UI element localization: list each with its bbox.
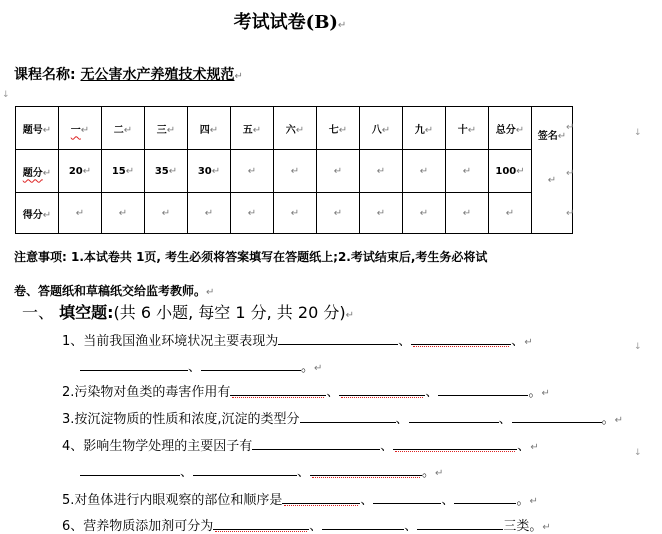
question-text: 5.对鱼体进行内眼观察的部位和顺序是 — [62, 493, 283, 508]
answer-blank[interactable] — [300, 408, 396, 423]
total-score-cell: 100↵ — [489, 150, 532, 193]
header-cell: 题号↵ — [16, 107, 59, 150]
got-cell[interactable]: ↵ — [360, 193, 403, 234]
score-cell: ↵ — [274, 150, 317, 193]
section-title: 填空题: — [59, 303, 114, 322]
question-4-cont: 、 、 。↵ — [80, 461, 443, 480]
answer-blank[interactable] — [278, 330, 398, 345]
margin-mark: ↓ — [634, 448, 642, 458]
got-cell[interactable]: ↵ — [274, 193, 317, 234]
answer-blank[interactable] — [409, 408, 499, 423]
question-1: 1、当前我国渔业环境状况主要表现为 、 、↵ — [62, 330, 533, 349]
answer-blank[interactable] — [193, 461, 297, 476]
course-name: 无公害水产养殖技术规范 — [80, 67, 235, 83]
margin-mark: ↓ — [2, 90, 10, 100]
answer-blank[interactable] — [213, 515, 309, 530]
row-end-mark: ↵ — [566, 208, 575, 219]
question-text: 6、营养物质添加剂可分为 — [62, 519, 214, 534]
score-cell: ↵ — [231, 150, 274, 193]
table-row-score — [16, 150, 573, 193]
got-cell[interactable]: ↵ — [59, 193, 102, 234]
answer-blank[interactable] — [252, 435, 380, 450]
question-text: 3.按沉淀物质的性质和浓度,沉淀的类型分 — [62, 412, 300, 427]
answer-blank[interactable] — [80, 356, 188, 371]
margin-mark: ↓ — [634, 128, 642, 138]
question-6: 6、营养物质添加剂可分为 、 、 三类。↵ — [62, 515, 551, 534]
header-cell: 三↵ — [145, 107, 188, 150]
answer-blank[interactable] — [310, 461, 422, 476]
got-cell[interactable]: ↵ — [145, 193, 188, 234]
got-cell[interactable]: ↵ — [317, 193, 360, 234]
paragraph-mark: ↵ — [234, 71, 243, 82]
table-row-got — [16, 193, 573, 234]
answer-blank[interactable] — [322, 515, 404, 530]
score-cell: 20↵ — [59, 150, 102, 193]
answer-blank[interactable] — [339, 381, 425, 396]
header-cell: 六↵ — [274, 107, 317, 150]
got-cell[interactable]: ↵ — [188, 193, 231, 234]
question-4: 4、影响生物学处理的主要因子有 、 、↵ — [62, 435, 539, 454]
answer-blank[interactable] — [201, 356, 301, 371]
header-cell: 八↵ — [360, 107, 403, 150]
question-text: 2.污染物对鱼类的毒害作用有 — [62, 385, 231, 400]
score-cell: 15↵ — [102, 150, 145, 193]
answer-blank[interactable] — [230, 381, 326, 396]
score-cell: 30↵ — [188, 150, 231, 193]
exam-title — [0, 8, 580, 34]
score-cell: ↵ — [317, 150, 360, 193]
got-cell[interactable]: ↵ — [102, 193, 145, 234]
score-table — [15, 106, 573, 234]
header-cell: 五↵ — [231, 107, 274, 150]
header-cell: 总分↵ — [489, 107, 532, 150]
course-label: 课程名称: — [14, 67, 76, 83]
header-cell: 九↵ — [403, 107, 446, 150]
notice-block: 注意事项: 1.本试卷共 1页, 考生必须将答案填写在答题纸上;2.考试结束后,考生务必将试 卷、答题纸和草稿纸交给监考教师。↵ — [14, 250, 488, 298]
section-number: 一、 — [22, 303, 55, 322]
row-end-mark: ↵ — [566, 122, 575, 133]
answer-blank[interactable] — [411, 330, 511, 345]
got-cell[interactable]: ↵ — [489, 193, 532, 234]
notice-line-2: 卷、答题纸和草稿纸交给监考教师。 — [14, 284, 207, 298]
answer-blank[interactable] — [373, 489, 441, 504]
course-line — [14, 64, 243, 84]
section-detail: (共 6 小题, 每空 1 分, 共 20 分) — [113, 303, 346, 322]
answer-blank[interactable] — [282, 489, 360, 504]
question-text: 4、影响生物学处理的主要因子有 — [62, 439, 253, 454]
got-cell[interactable]: ↵ — [403, 193, 446, 234]
question-text: 1、当前我国渔业环境状况主要表现为 — [62, 334, 279, 349]
margin-mark: ↓ — [634, 342, 642, 352]
score-cell: ↵ — [446, 150, 489, 193]
answer-blank[interactable] — [512, 408, 602, 423]
row-label: 得分↵ — [16, 193, 59, 234]
score-cell: 35↵ — [145, 150, 188, 193]
answer-blank[interactable] — [80, 461, 180, 476]
got-cell[interactable]: ↵ — [446, 193, 489, 234]
score-cell: ↵ — [403, 150, 446, 193]
question-5: 5.对鱼体进行内眼观察的部位和顺序是 、 、 。↵ — [62, 489, 538, 508]
answer-blank[interactable] — [454, 489, 516, 504]
question-1-cont: 、 。↵ — [80, 356, 322, 375]
row-end-mark: ↵ — [566, 168, 575, 179]
answer-blank[interactable] — [438, 381, 528, 396]
header-cell: 十↵ — [446, 107, 489, 150]
sign-cell: 签名↵ ↵ — [532, 107, 573, 234]
section-heading: 一、 填空题:(共 6 小题, 每空 1 分, 共 20 分)↵ — [22, 303, 354, 322]
score-cell: ↵ — [360, 150, 403, 193]
header-cell: 七↵ — [317, 107, 360, 150]
header-cell: 一↵ — [59, 107, 102, 150]
answer-blank[interactable] — [393, 435, 517, 450]
question-2: 2.污染物对鱼类的毒害作用有 、 、 。↵ — [62, 381, 550, 400]
notice-line-1: 注意事项: 1.本试卷共 1页, 考生必须将答案填写在答题纸上;2.考试结束后,考生务必将试 — [14, 250, 488, 264]
row-label: 题分↵ — [16, 150, 59, 193]
exam-title-text: 考试试卷(B) — [233, 12, 338, 33]
got-cell[interactable]: ↵ — [231, 193, 274, 234]
paragraph-mark: ↵ — [337, 20, 347, 31]
question-3: 3.按沉淀物质的性质和浓度,沉淀的类型分 、 、 。↵ — [62, 408, 623, 427]
header-cell: 二↵ — [102, 107, 145, 150]
table-row-header — [16, 107, 573, 150]
header-cell: 四↵ — [188, 107, 231, 150]
answer-blank[interactable] — [417, 515, 503, 530]
